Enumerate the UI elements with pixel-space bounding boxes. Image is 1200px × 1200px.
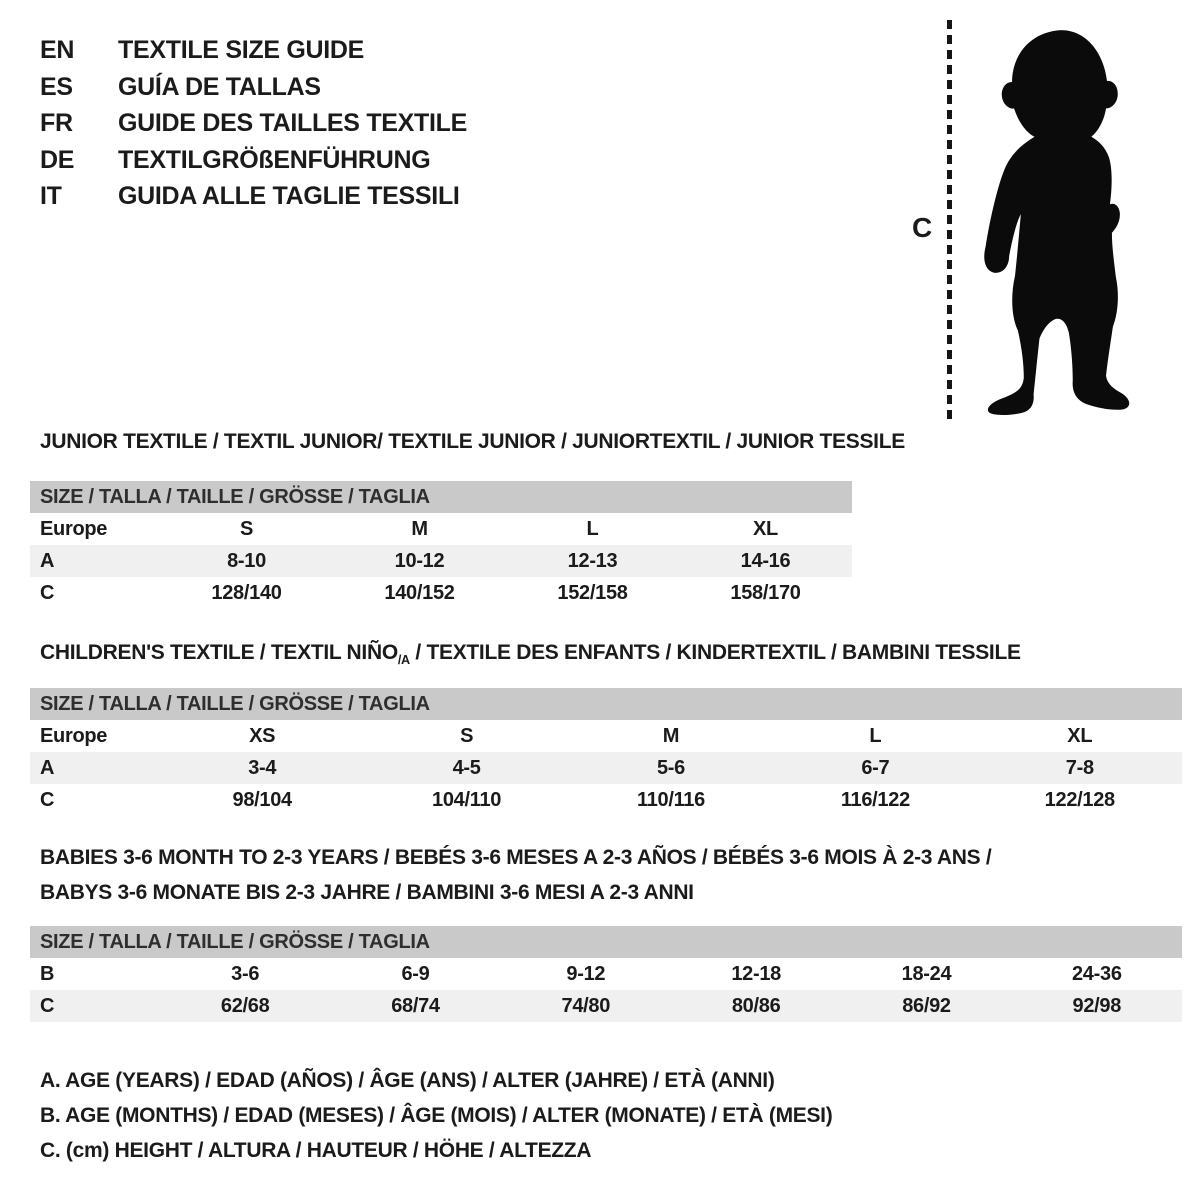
row-label: C	[40, 581, 55, 604]
children-size-header: SIZE / TALLA / TAILLE / GRÖSSE / TAGLIA	[30, 688, 1182, 720]
table-cell: M	[662, 724, 680, 747]
table-cell: 10-12	[394, 549, 445, 572]
table-cell: L	[586, 517, 599, 540]
table-cell: 3-6	[231, 962, 260, 985]
language-code: EN	[40, 36, 75, 64]
table-cell: 7-8	[1065, 756, 1094, 779]
table-cell: 140/152	[384, 581, 455, 604]
language-row	[40, 32, 467, 69]
junior-size-header: SIZE / TALLA / TAILLE / GRÖSSE / TAGLIA	[30, 481, 852, 513]
row-label: B	[40, 962, 55, 985]
table-cell: 158/170	[730, 581, 801, 604]
table-cell: 116/122	[840, 788, 910, 811]
table-cell: 152/158	[557, 581, 628, 604]
row-label: A	[40, 756, 55, 779]
table-cell: XL	[753, 517, 778, 540]
table-row	[30, 784, 1182, 816]
legend-line-c: C. (cm) HEIGHT / ALTURA / HAUTEUR / HÖHE / ALTEZZA	[40, 1139, 592, 1162]
table-cell: S	[460, 724, 474, 747]
table-cell: S	[239, 517, 254, 540]
table-row	[30, 720, 1182, 752]
toddler-silhouette-icon	[968, 21, 1154, 421]
table-cell: 6-7	[861, 756, 890, 779]
table-cell: 74/80	[561, 994, 611, 1017]
table-cell: 104/110	[432, 788, 502, 811]
table-cell: 86/92	[902, 994, 951, 1017]
junior-section-title: JUNIOR TEXTILE / TEXTIL JUNIOR/ TEXTILE JUNIOR / JUNIORTEXTIL / JUNIOR TESSILE	[40, 430, 905, 453]
row-label: C	[40, 788, 55, 811]
language-code: DE	[40, 145, 75, 174]
table-cell: 68/74	[391, 994, 440, 1017]
table-cell: 98/104	[232, 788, 292, 811]
table-row	[30, 545, 852, 577]
guide-title: GUIDE DES TAILLES TEXTILE	[118, 109, 468, 137]
table-row	[30, 752, 1182, 784]
height-measure-figure	[900, 14, 1200, 426]
table-cell: 128/140	[211, 581, 282, 604]
table-cell: XL	[1067, 724, 1093, 747]
children-title-suffix: / TEXTILE DES ENFANTS / KINDERTEXTIL / BAMBINI TESSILE	[409, 641, 1021, 664]
row-label: A	[40, 549, 55, 572]
table-cell: 62/68	[220, 994, 270, 1017]
guide-title: TEXTILGRÖßENFÜHRUNG	[118, 145, 431, 174]
language-row	[40, 142, 467, 179]
table-cell: 18-24	[901, 962, 952, 985]
table-cell: L	[869, 724, 882, 747]
table-cell: 4-5	[452, 756, 481, 779]
row-label: Europe	[40, 724, 108, 747]
table-cell: 92/98	[1072, 994, 1122, 1017]
table-cell: 14-16	[740, 549, 791, 572]
children-size-table	[30, 720, 1182, 816]
table-cell: 110/116	[636, 788, 705, 811]
babies-size-table	[30, 958, 1182, 1022]
language-code: FR	[40, 109, 73, 137]
table-cell: 80/86	[731, 994, 781, 1017]
row-label: Europe	[40, 517, 108, 540]
height-measure-label: C	[912, 212, 932, 243]
table-cell: 8-10	[227, 549, 266, 572]
guide-title: GUÍA DE TALLAS	[118, 72, 321, 101]
junior-size-table	[30, 513, 852, 609]
table-row	[30, 513, 852, 545]
table-cell: 3-4	[248, 756, 277, 779]
children-title-prefix: CHILDREN'S TEXTILE / TEXTIL NIÑO	[40, 641, 398, 664]
table-cell: 24-36	[1071, 962, 1122, 985]
table-cell: 12-18	[731, 962, 781, 985]
language-title-list	[40, 32, 467, 215]
table-row	[30, 577, 852, 609]
legend-line-b: B. AGE (MONTHS) / EDAD (MESES) / ÂGE (MOIS) / ALTER (MONATE) / ETÀ (MESI)	[40, 1104, 833, 1127]
table-cell: M	[411, 517, 428, 540]
language-row	[40, 178, 467, 215]
table-row	[30, 990, 1182, 1022]
legend-line-a: A. AGE (YEARS) / EDAD (AÑOS) / ÂGE (ANS) / ALTER (JAHRE) / ETÀ (ANNI)	[40, 1069, 775, 1092]
babies-size-header: SIZE / TALLA / TAILLE / GRÖSSE / TAGLIA	[30, 926, 1182, 958]
table-cell: XS	[249, 724, 276, 747]
table-cell: 12-13	[567, 549, 618, 572]
babies-section-title-line2: BABYS 3-6 MONATE BIS 2-3 JAHRE / BAMBINI 3-6 MESI A 2-3 ANNI	[40, 881, 694, 904]
row-label: C	[40, 994, 55, 1017]
guide-title: GUIDA ALLE TAGLIE TESSILI	[118, 182, 460, 210]
table-cell: 5-6	[656, 756, 685, 779]
language-row	[40, 105, 467, 142]
table-cell: 122/128	[1044, 788, 1115, 811]
dotted-height-line	[947, 20, 952, 420]
children-section-title	[40, 641, 1021, 667]
language-code: IT	[40, 182, 62, 210]
table-cell: 6-9	[401, 962, 430, 985]
language-code: ES	[40, 72, 73, 101]
guide-title: TEXTILE SIZE GUIDE	[118, 36, 365, 64]
language-row	[40, 69, 467, 106]
babies-section-title-line1: BABIES 3-6 MONTH TO 2-3 YEARS / BEBÉS 3-6 MESES A 2-3 AÑOS / BÉBÉS 3-6 MOIS À 2-3 ANS /	[40, 846, 992, 869]
legend	[40, 1063, 832, 1168]
children-title-sub: /A	[397, 653, 410, 668]
table-cell: 9-12	[566, 962, 606, 985]
table-row	[30, 958, 1182, 990]
